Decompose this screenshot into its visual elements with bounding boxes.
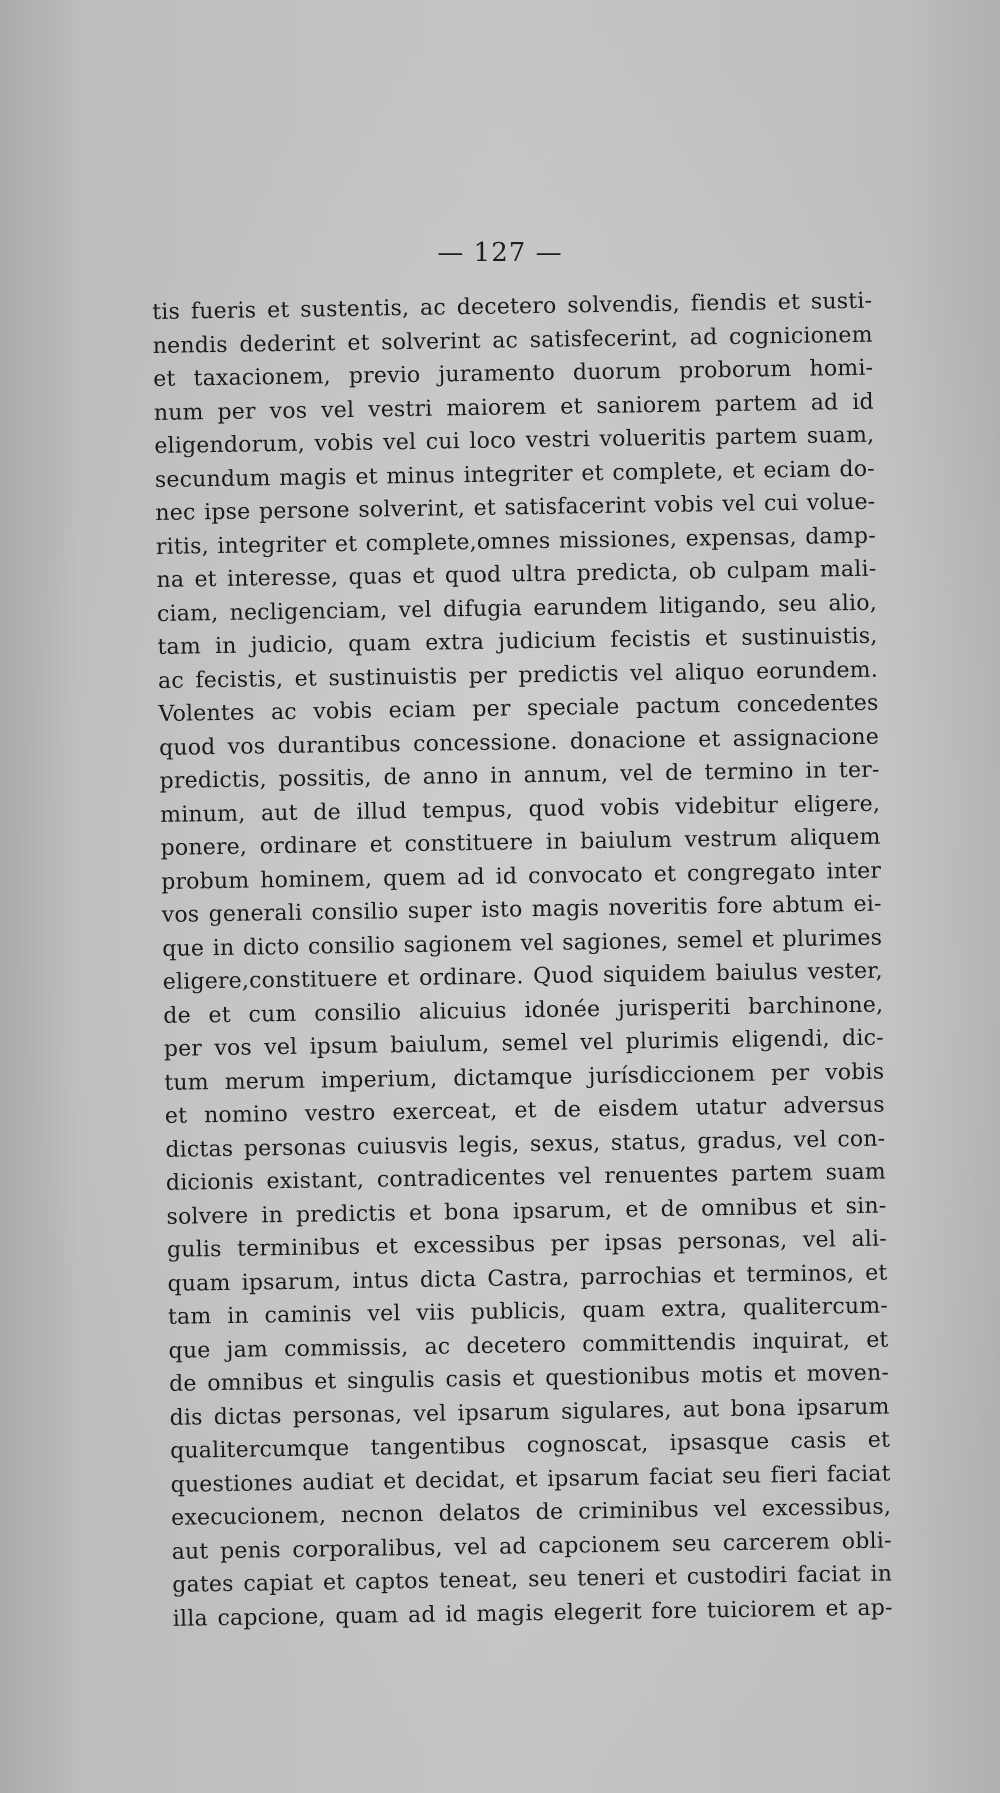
- text-line: qualitercumque tangentibus cognoscat, ipsasque casis et: [169, 1427, 891, 1464]
- text-line: predictis, possitis, de anno in annum, vel de termino in ter-: [159, 757, 880, 794]
- text-line: dicionis existant, contradicentes vel renuentes partem suam: [165, 1159, 887, 1196]
- text-line: nec ipse persone solverint, et satisfacerint vobis vel cui volue-: [155, 489, 876, 526]
- text-line: eligere,constituere et ordinare. Quod siquidem baiulus vester,: [162, 958, 883, 995]
- text-line: de omnibus et singulis casis et questionibus motis et moven-: [168, 1360, 890, 1397]
- text-line: na et interesse, quas et quod ultra predicta, ob culpam mali-: [156, 556, 877, 593]
- text-line: per vos vel ipsum baiulum, semel vel plurimis eligendi, dic-: [163, 1025, 884, 1062]
- text-line: ponere, ordinare et constituere in baiulum vestrum aliquem: [160, 824, 881, 861]
- text-line: minum, aut de illud tempus, quod vobis videbitur eligere,: [159, 791, 881, 828]
- text-line: eligendorum, vobis vel cui loco vestri volueritis partem suam,: [154, 422, 875, 459]
- text-line: gulis terminibus et excessibus per ipsas personas, vel ali-: [166, 1226, 888, 1263]
- text-line: et nomino vestro exerceat, et de eisdem utatur adversus: [164, 1092, 885, 1129]
- text-line: probum hominem, quem ad id convocato et congregato inter: [161, 858, 882, 895]
- text-line: secundum magis et minus integriter et complete, et eciam do-: [154, 456, 875, 493]
- text-line: illa capcione, quam ad id magis elegerit fore tuiciorem et ap-: [172, 1595, 893, 1632]
- text-line: execucionem, necnon delatos de criminibus vel excessibus,: [171, 1494, 892, 1531]
- body-text: [152, 285, 893, 1636]
- text-line: gates capiat et captos teneat, seu teneri et custodiri faciat in: [172, 1561, 893, 1598]
- text-line: questiones audiat et decidat, et ipsarum faciat seu fieri faciat: [170, 1461, 891, 1498]
- text-line: tis fueris et sustentis, ac decetero solvendis, fiendis et susti-: [152, 288, 873, 325]
- text-line: aut penis corporalibus, vel ad capcionem seu carcerem obli-: [171, 1528, 892, 1565]
- text-line: que jam commissis, ac decetero committendis inquirat, et: [168, 1327, 889, 1364]
- text-line: quod vos durantibus concessione. donacione et assignacione: [158, 724, 880, 761]
- text-line: et taxacionem, previo juramento duorum proborum homi-: [153, 355, 874, 392]
- text-line: que in dicto consilio sagionem vel sagiones, semel et plurimes: [162, 925, 883, 962]
- text-line: dictas personas cuiusvis legis, sexus, status, gradus, vel con-: [165, 1126, 886, 1163]
- text-line: tam in caminis vel viis publicis, quam extra, qualitercum-: [167, 1293, 889, 1330]
- text-line: Volentes ac vobis eciam per speciale pactum concedentes: [158, 690, 879, 727]
- text-line: num per vos vel vestri maiorem et saniorem partem ad id: [153, 389, 874, 426]
- text-line: de et cum consilio alicuius idonée jurisperiti barchinone,: [163, 992, 884, 1029]
- text-line: ciam, necligenciam, vel difugia earundem litigando, seu alio,: [156, 590, 878, 627]
- text-line: ritis, integriter et complete,omnes missiones, expensas, damp-: [155, 523, 877, 560]
- text-line: quam ipsarum, intus dicta Castra, parrochias et terminos, et: [167, 1260, 888, 1297]
- page-number: — 127 —: [437, 238, 563, 268]
- text-line: nendis dederint et solverint ac satisfecerint, ad cognicionem: [152, 322, 873, 359]
- text-line: solvere in predictis et bona ipsarum, et de omnibus et sin-: [166, 1193, 887, 1230]
- text-line: ac fecistis, et sustinuistis per predictis vel aliquo eorundem.: [157, 657, 879, 694]
- text-line: vos generali consilio super isto magis noveritis fore abtum ei-: [161, 891, 882, 928]
- text-line: tum merum imperium, dictamque jurísdiccionem per vobis: [164, 1059, 885, 1096]
- text-line: dis dictas personas, vel ipsarum sigulares, aut bona ipsarum: [169, 1394, 890, 1431]
- text-line: tam in judicio, quam extra judicium fecistis et sustinuistis,: [157, 623, 878, 660]
